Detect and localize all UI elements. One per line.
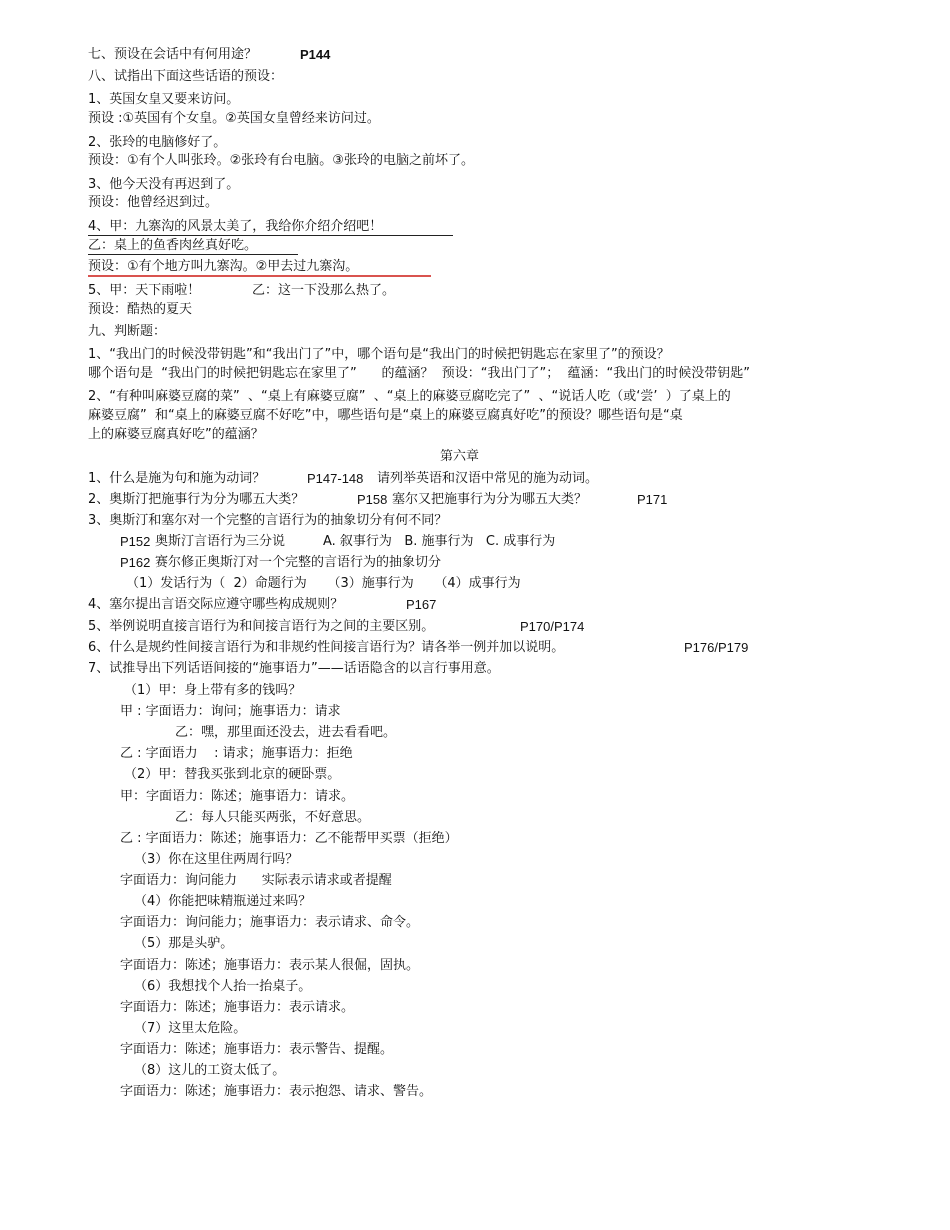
- ch6-q3-ref2: P162: [120, 555, 151, 570]
- ch6-q1: 1、什么是施为句和施为动词？: [88, 471, 266, 486]
- section9-q2-line3: 上的麻婆豆腐真好吃”的蕴涵？: [88, 427, 264, 442]
- ch6-q2-ref1: P158: [357, 492, 388, 507]
- item8-1-question: 1、英国女皇又要来访问。: [88, 92, 240, 107]
- q7-line: （2）甲：替我买张到北京的硬卧票。: [124, 767, 341, 782]
- section9-a1: 哪个语句是 “我出门的时候把钥匙忘在家里了” 的蕴涵？ 预设：“我出门了”； 蕴涵：“我出门的时候没带钥匙”: [88, 366, 750, 381]
- item8-1-answer: 预设 :①英国有个女皇。②英国女皇曾经来访问过。: [88, 111, 380, 126]
- ch6-q3-answer1: 奥斯汀言语行为三分说: [155, 534, 286, 549]
- ch6-q7: 7、试推导出下列话语间接的“施事语力”——话语隐含的以言行事用意。: [88, 661, 500, 676]
- ch6-q1-tail: 请列举英语和汉语中常见的施为动词。: [377, 471, 599, 486]
- section9-q1: 1、“我出门的时候没带钥匙”和“我出门了”中，哪个语句是“我出门的时候把钥匙忘在家里了”的预设？: [88, 347, 670, 362]
- q7-line: 字面语力：陈述；施事语力：表示请求。: [120, 1000, 355, 1015]
- q7-line: 甲：字面语力：陈述；施事语力：请求。: [120, 789, 355, 804]
- item8-5-reply: 乙：这一下没那么热了。: [252, 283, 396, 298]
- q7-line: （8）这儿的工资太低了。: [134, 1063, 286, 1078]
- q7-line: 乙：嘿，那里面还没去，进去看看吧。: [175, 725, 397, 740]
- item8-4-question: 4、甲：九寨沟的风景太美了，我给你介绍介绍吧！: [88, 219, 383, 234]
- item8-4-reply: 乙：桌上的鱼香肉丝真好吃。: [88, 238, 258, 253]
- q7-line: 乙 : 字面语力：陈述；施事语力：乙不能帮甲买票（拒绝）: [120, 831, 458, 846]
- ch6-q2-ref2: P171: [637, 492, 668, 507]
- q7-line: （5）那是头驴。: [134, 936, 234, 951]
- q7-line: （4）你能把味精瓶递过来吗？: [134, 894, 312, 909]
- q7-line: （6）我想找个人抬一抬桌子。: [134, 979, 312, 994]
- q7-line: 乙 : 字面语力 : 请求；施事语力：拒绝: [120, 746, 353, 761]
- q7-line: 字面语力：询问能力 实际表示请求或者提醒: [120, 873, 392, 888]
- section9-q2-line2: 麻婆豆腐” 和“桌上的麻婆豆腐不好吃”中，哪些语句是“桌上的麻婆豆腐真好吃”的预设？哪些语句是“桌: [88, 408, 683, 423]
- q7-line: 乙：每人只能买两张，不好意思。: [175, 810, 371, 825]
- ch6-q4-ref: P167: [406, 597, 437, 612]
- section7-question: 七、预设在会话中有何用途？: [88, 47, 258, 62]
- ch6-q3-answer3: （1）发话行为（ 2）命题行为 （3）施事行为 （4）成事行为: [126, 576, 521, 591]
- red-underline-item4-answer: [88, 275, 431, 277]
- ch6-q5-ref: P170/P174: [520, 619, 585, 634]
- item8-3-question: 3、他今天没有再迟到了。: [88, 177, 240, 192]
- item8-4-answer: 预设：①有个地方叫九寨沟。②甲去过九寨沟。: [88, 259, 359, 274]
- item8-5-answer: 预设：酷热的夏天: [88, 302, 193, 317]
- q7-line: （7）这里太危险。: [134, 1021, 247, 1036]
- ch6-q5: 5、举例说明直接言语行为和间接言语行为之间的主要区别。: [88, 619, 435, 634]
- ch6-q2-mid: 塞尔又把施事行为分为哪五大类？: [392, 492, 588, 507]
- section7-page-ref: P144: [300, 47, 331, 62]
- item8-5-question: 5、甲：天下雨啦！: [88, 283, 201, 298]
- ch6-q6-ref: P176/P179: [684, 640, 749, 655]
- section8-title: 八、试指出下面这些话语的预设：: [88, 69, 284, 84]
- q7-line: 字面语力：陈述；施事语力：表示抱怨、请求、警告。: [120, 1084, 433, 1099]
- ch6-q6: 6、什么是规约性间接言语行为和非规约性间接言语行为？请各举一例并加以说明。: [88, 640, 565, 655]
- q7-line: 字面语力：陈述；施事语力：表示某人很倔，固执。: [120, 958, 420, 973]
- item8-3-answer: 预设：他曾经迟到过。: [88, 195, 219, 210]
- section9-title: 九、判断题：: [88, 324, 167, 339]
- section9-q2-line1: 2、“有种叫麻婆豆腐的菜” 、“桌上有麻婆豆腐” 、“桌上的麻婆豆腐吃完了” 、“说话人吃（或‘尝’ ）了桌上的: [88, 389, 731, 404]
- item8-2-question: 2、张玲的电脑修好了。: [88, 135, 227, 150]
- ch6-q4: 4、塞尔提出言语交际应遵守哪些构成规则？: [88, 597, 344, 612]
- ch6-q2: 2、奥斯汀把施事行为分为哪五大类？: [88, 492, 305, 507]
- ch6-q3-answer2: 赛尔修正奥斯汀对一个完整的言语行为的抽象切分: [155, 555, 442, 570]
- q7-line: 字面语力：陈述；施事语力：表示警告、提醒。: [120, 1042, 394, 1057]
- q7-line: 甲 : 字面语力：询问；施事语力：请求: [120, 704, 341, 719]
- q7-line: （3）你在这里住两周行吗？: [134, 852, 299, 867]
- underline-item4-line1: [88, 235, 453, 236]
- ch6-q3-options: A. 叙事行为 B. 施事行为 C. 成事行为: [323, 534, 556, 549]
- q7-line: （1）甲：身上带有多的钱吗？: [124, 683, 302, 698]
- ch6-q3: 3、奥斯汀和塞尔对一个完整的言语行为的抽象切分有何不同？: [88, 513, 448, 528]
- ch6-q3-ref1: P152: [120, 534, 151, 549]
- underline-item4-line2: [88, 254, 298, 255]
- chapter6-title: 第六章: [440, 449, 480, 464]
- ch6-q1-ref: P147-148: [307, 471, 364, 486]
- q7-line: 字面语力：询问能力；施事语力：表示请求、命令。: [120, 915, 420, 930]
- item8-2-answer: 预设：①有个人叫张玲。②张玲有台电脑。③张玲的电脑之前坏了。: [88, 153, 474, 168]
